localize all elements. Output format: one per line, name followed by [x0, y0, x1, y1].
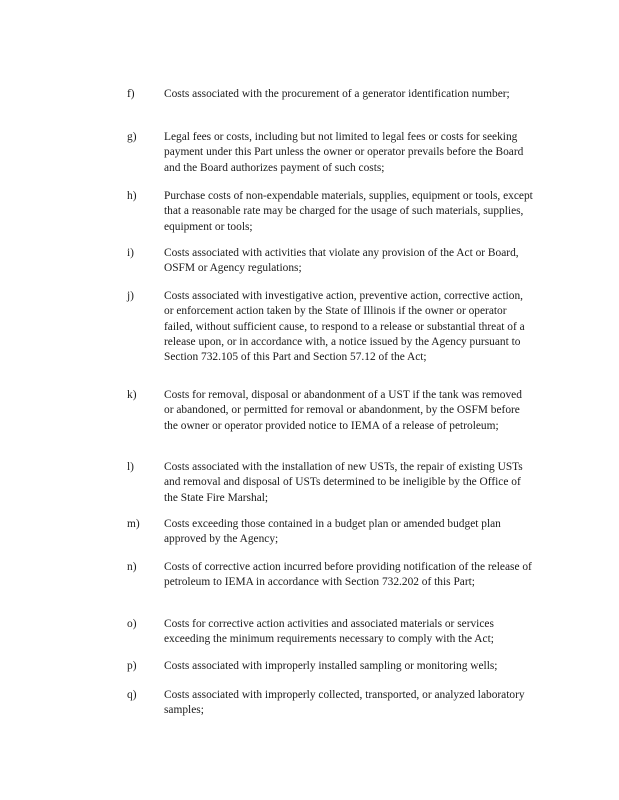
item-label: k)	[127, 389, 137, 401]
item-text: Purchase costs of non-expendable materials, supplies, equipment or tools, except that a reasonable rate may be charged for the usage of such materials, supplies, equipment or tools;	[164, 190, 533, 233]
item-label: o)	[127, 618, 137, 630]
item-label: g)	[127, 131, 137, 143]
item-label: n)	[127, 561, 137, 573]
item-label: f)	[127, 88, 135, 100]
item-text: Costs of corrective action incurred before providing notification of the release of petroleum to IEMA in accordance with Section 732.202 of this Part;	[164, 561, 532, 589]
item-text: Costs associated with activities that violate any provision of the Act or Board, OSFM or Agency regulations;	[164, 247, 519, 275]
item-text: Costs associated with improperly installed sampling or monitoring wells;	[164, 660, 498, 672]
item-label: l)	[127, 461, 134, 473]
item-label: q)	[127, 689, 137, 701]
item-text: Costs associated with the procurement of a generator identification number;	[164, 88, 510, 100]
item-text: Costs associated with improperly collected, transported, or analyzed laboratory samples;	[164, 689, 525, 717]
item-label: h)	[127, 190, 137, 202]
item-text: Costs associated with investigative action, preventive action, corrective action, or enforcement action taken by the State of Illinois if the owner or operator failed, without sufficient cause, to respond to a release or substantial threat of a release upon, or in accordance with, a notice issued by the Agency pursuant to Section 732.105 of this Part and Section 57.12 of the Act;	[164, 290, 525, 364]
item-text: Costs for corrective action activities and associated materials or services exceeding the minimum requirements necessary to comply with the Act;	[164, 618, 494, 646]
item-label: p)	[127, 660, 137, 672]
item-label: m)	[127, 518, 140, 530]
item-label: j)	[127, 290, 134, 302]
item-label: i)	[127, 247, 134, 259]
item-text: Costs associated with the installation of new USTs, the repair of existing USTs and removal and disposal of USTs determined to be ineligible by the Office of the State Fire Marshal;	[164, 461, 523, 504]
item-text: Costs for removal, disposal or abandonment of a UST if the tank was removed or abandoned, or permitted for removal or abandonment, by the OSFM before the owner or operator provided notice to IEMA of a release of petroleum;	[164, 389, 522, 432]
item-text: Legal fees or costs, including but not limited to legal fees or costs for seeking payment under this Part unless the owner or operator prevails before the Board and the Board authorizes payment of such costs;	[164, 131, 524, 174]
item-text: Costs exceeding those contained in a budget plan or amended budget plan approved by the Agency;	[164, 518, 501, 546]
